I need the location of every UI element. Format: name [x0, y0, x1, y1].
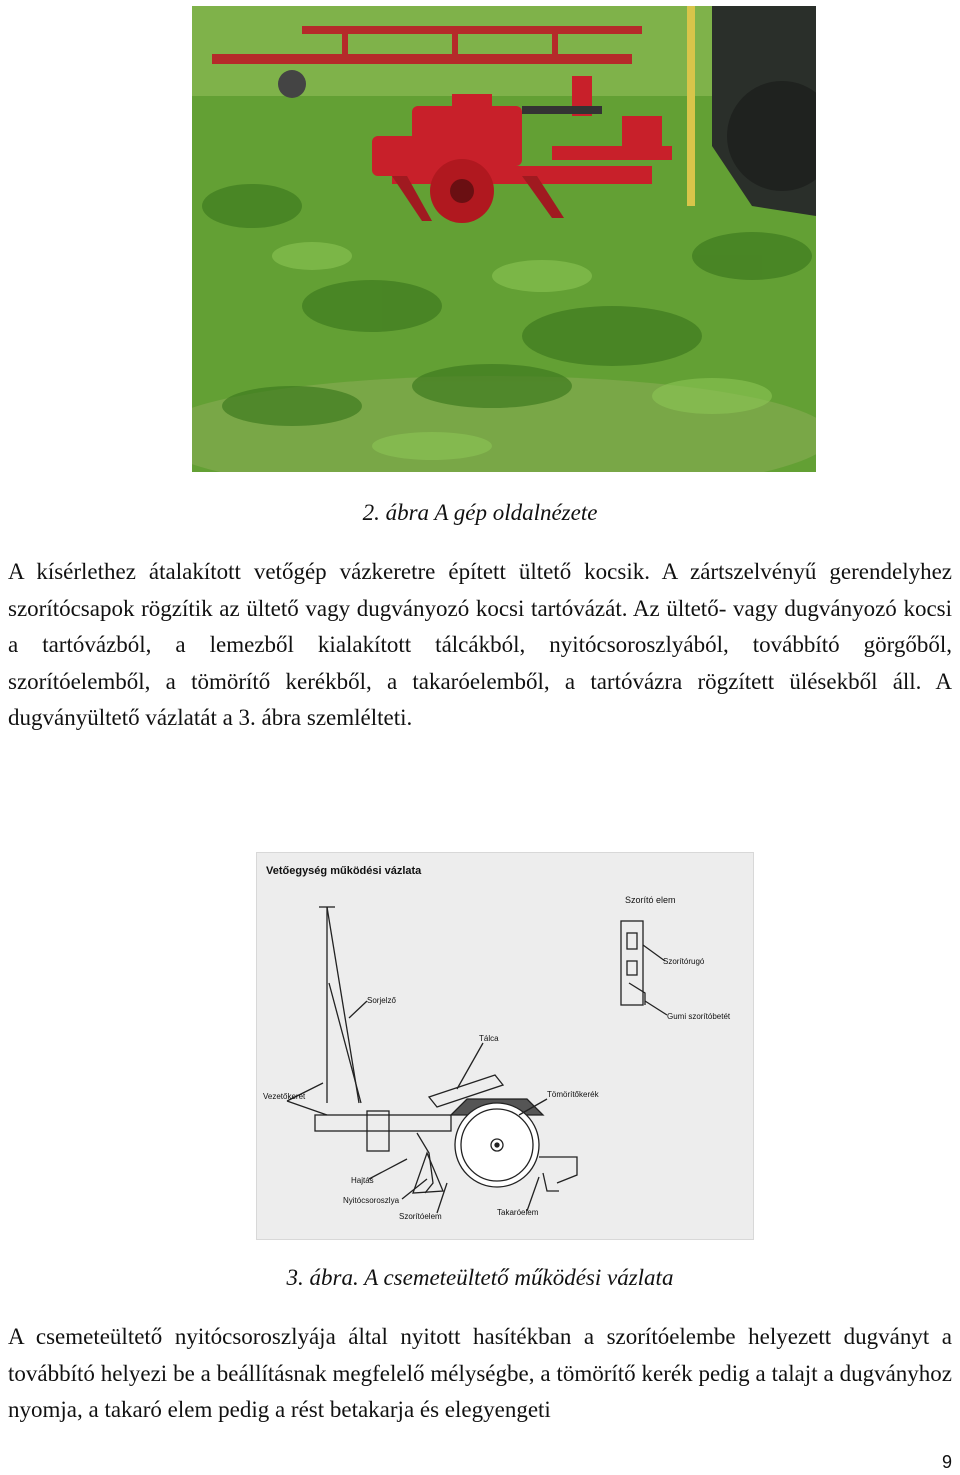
page-number: 9	[941, 1452, 952, 1472]
machine-photo	[192, 6, 816, 472]
label-szorito-elem: Szorító elem	[625, 895, 676, 905]
paragraph-1: A kísérlethez átalakított vetőgép vázkeretre épített ültető kocsik. A zártszelvényű gerendelyhez szorítócsapok rögzítik az ültető vagy dugványozó kocsi tartóvázát. Az ültető- vagy dugványozó kocsi a tartóvázból, a lemezből kialakított tálcákból, nyitócsoroszlyából, továbbító görgőből, szorítóelemből, a tömörítő kerékből, a takaróelemből, a tartóvázra rögzített ülésekből áll. A dugványültető vázlatát a 3. ábra szemlélteti.	[8, 559, 952, 730]
diagram-title: Vetőegység működési vázlata	[266, 865, 422, 877]
figure-3-caption: 3. ábra. A csemeteültető működési vázlata	[286, 1265, 674, 1290]
label-szoritorugo: Szorítórugó	[663, 957, 705, 966]
label-takaroelem: Takaróelem	[497, 1208, 539, 1217]
label-gumi-szoritobetet: Gumi szorítóbetét	[667, 1012, 731, 1021]
label-tomoritokerek: Tömörítőkerék	[547, 1090, 599, 1099]
label-szoritoelem: Szorítóelem	[399, 1212, 442, 1221]
label-talca: Tálca	[479, 1034, 499, 1043]
label-nyitocsoroszlya: Nyitócsoroszlya	[343, 1196, 400, 1205]
paragraph-2: A csemeteültető nyitócsoroszlyája által nyitott hasítékban a szorítóelembe helyezett dugványt a továbbító helyezi be a beállításnak megfelelő mélységbe, a tömörítő kerék pedig a talajt a dugványhoz nyomja, a takaró elem pedig a rést betakarja és elegyengeti	[8, 1324, 952, 1422]
label-hajtas: Hajtás	[351, 1176, 374, 1185]
figure-2-caption: 2. ábra A gép oldalnézete	[362, 500, 598, 525]
label-sorjelzo: Sorjelző	[367, 996, 396, 1005]
label-vezetokeret: Vezetőkeret	[263, 1092, 306, 1101]
planter-diagram	[256, 852, 754, 1240]
